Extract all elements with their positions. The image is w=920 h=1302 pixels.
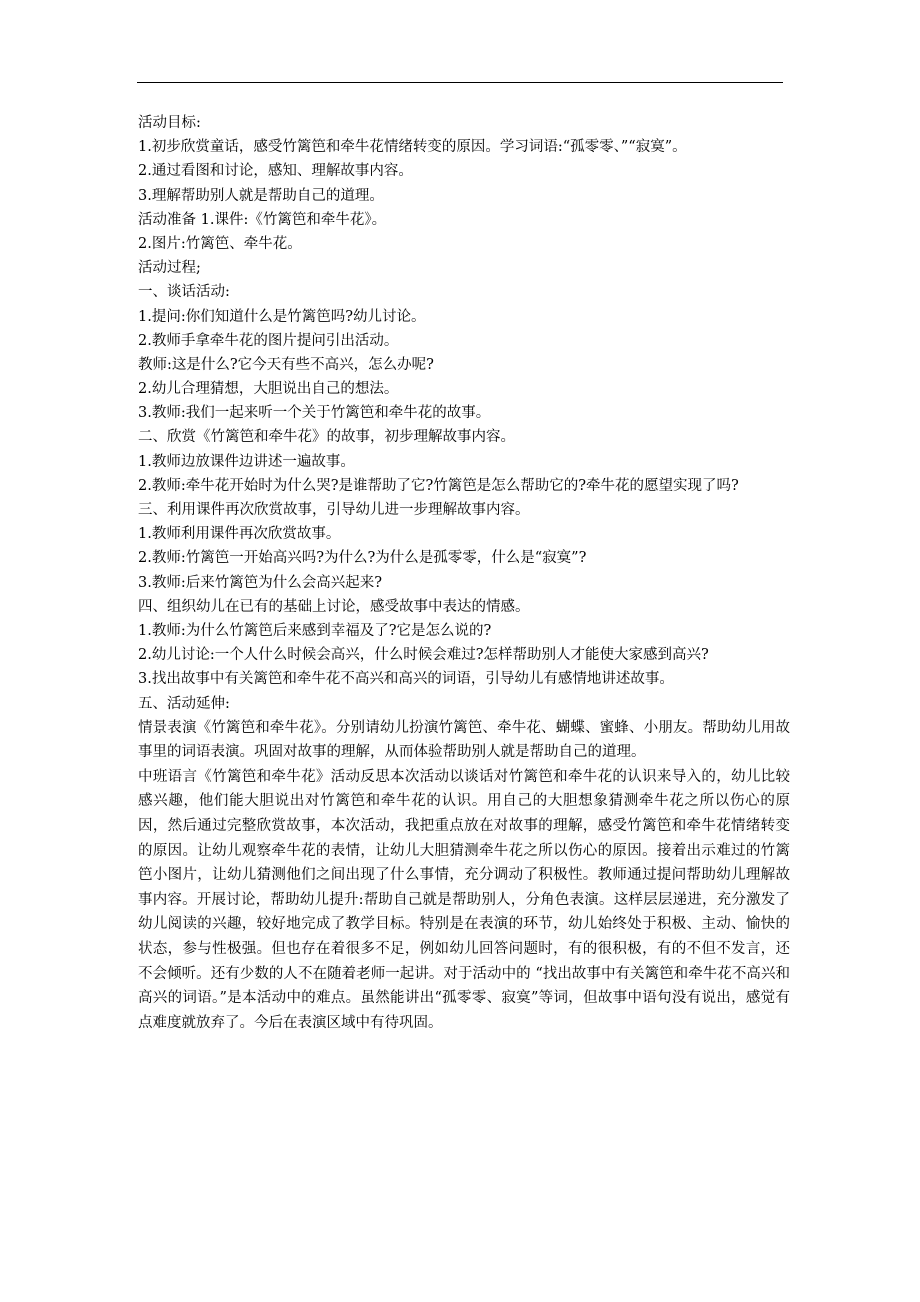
extension-paragraph: 情景表演《竹篱笆和牵牛花》。分别请幼儿扮演竹篱笆、牵牛花、蝴蝶、蜜蜂、小朋友。帮助幼儿用故事里的词语表演。巩固对故事的理解，从而体验帮助别人就是帮助自己的道理。	[138, 719, 790, 761]
step-2-item-1: 1.教师边放课件边讲述一遍故事。	[138, 453, 355, 470]
step-3-item-2: 2.教师:竹篱笆一开始高兴吗?为什么?为什么是孤零零，什么是“寂寞”?	[138, 550, 587, 567]
step-4-item-1: 1.教师:为什么竹篱笆后来感到幸福及了?它是怎么说的?	[138, 622, 492, 639]
step-heading-3: 三、利用课件再次欣赏故事，引导幼儿进一步理解故事内容。	[138, 502, 530, 519]
step-1-item-2: 2.教师手拿牵牛花的图片提问引出活动。	[138, 332, 399, 349]
step-4-item-3: 3.找出故事中有关篱笆和牵牛花不高兴和高兴的词语，引导幼儿有感情地讲述故事。	[138, 671, 674, 688]
header-rule	[137, 82, 783, 83]
goal-item-1: 1.初步欣赏童话，感受竹篱笆和牵牛花情绪转变的原因。学习词语:“孤零零、”“寂寞”。	[138, 139, 687, 156]
document-body	[138, 111, 790, 1035]
step-3-item-1: 1.教师利用课件再次欣赏故事。	[138, 526, 341, 543]
preparation-item-2: 2.图片:竹篱笆、牵牛花。	[138, 235, 302, 252]
goal-item-3: 3.理解帮助别人就是帮助自己的道理。	[138, 187, 384, 204]
step-heading-1: 一、谈话活动:	[138, 284, 230, 301]
step-1-item-3: 2.幼儿合理猜想，大胆说出自己的想法。	[138, 381, 399, 398]
step-1-item-1: 1.提问:你们知道什么是竹篱笆吗?幼儿讨论。	[138, 308, 426, 325]
step-heading-5: 五、活动延伸:	[138, 695, 230, 712]
goal-item-2: 2.通过看图和讨论，感知、理解故事内容。	[138, 163, 413, 180]
step-3-item-3: 3.教师:后来竹篱笆为什么会高兴起来?	[138, 574, 382, 591]
preparation-item-1: 活动准备 1.课件:《竹篱笆和牵牛花》。	[138, 211, 387, 228]
step-4-item-2: 2.幼儿讨论:一个人什么时候会高兴，什么时候会难过?怎样帮助别人才能使大家感到高兴?	[138, 647, 709, 664]
reflection-paragraph: 中班语言《竹篱笆和牵牛花》活动反思本次活动以谈话对竹篱笆和牵牛花的认识来导入的，幼儿比较感兴趣，他们能大胆说出对竹篱笆和牵牛花的认识。用自己的大胆想象猜测牵牛花之所以伤心的原因，然后通过完整欣赏故事，本次活动，我把重点放在对故事的理解，感受竹篱笆和牵牛花情绪转变的原因。让幼儿观察牵牛花的表情，让幼儿大胆猜测牵牛花之所以伤心的原因。接着出示难过的竹篱笆小图片，让幼儿猜测他们之间出现了什么事情，充分调动了积极性。教师通过提问帮助幼儿理解故事内容。开展讨论，帮助幼儿提升:帮助自己就是帮助别人，分角色表演。这样层层递进，充分激发了幼儿阅读的兴趣，较好地完成了教学目标。特别是在表演的环节，幼儿始终处于积极、主动、愉快的状态，参与性极强。但也存在着很多不足，例如幼儿回答问题时，有的很积极，有的不但不发言，还不会倾听。还有少数的人不在随着老师一起讲。对于活动中的 “找出故事中有关篱笆和牵牛花不高兴和高兴的词语。”是本活动中的难点。虽然能讲出“孤零零、寂寞”等词，但故事中语句没有说出，感觉有点难度就放弃了。今后在表演区域中有待巩固。	[138, 768, 790, 1031]
step-heading-4: 四、组织幼儿在已有的基础上讨论，感受故事中表达的情感。	[138, 598, 530, 615]
step-2-item-2: 2.教师:牵牛花开始时为什么哭?是谁帮助了它?竹篱笆是怎么帮助它的?牵牛花的愿望实现了吗?	[138, 477, 739, 494]
step-1-teacher-line: 教师:这是什么?它今天有些不高兴，怎么办呢?	[138, 356, 434, 373]
step-heading-2: 二、欣赏《竹篱笆和牵牛花》的故事，初步理解故事内容。	[138, 429, 515, 446]
section-heading-process: 活动过程;	[138, 260, 201, 277]
section-heading-goals: 活动目标:	[138, 115, 201, 131]
step-1-item-4: 3.教师:我们一起来听一个关于竹篱笆和牵牛花的故事。	[138, 405, 491, 422]
